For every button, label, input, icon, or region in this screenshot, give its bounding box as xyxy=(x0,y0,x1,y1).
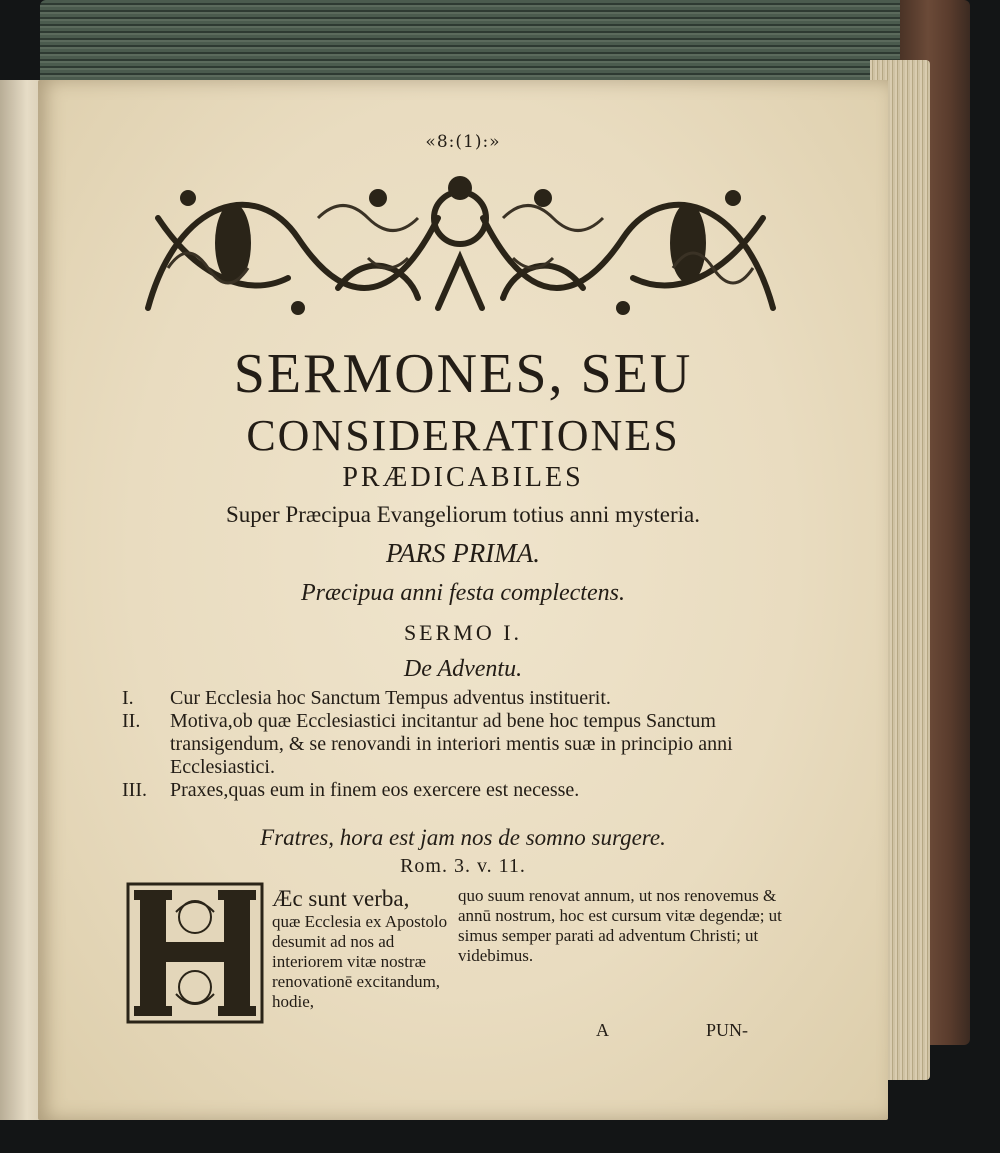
book-page xyxy=(38,80,888,1120)
ornamental-headpiece xyxy=(138,158,783,333)
title-line-3: PRÆDICABILES xyxy=(342,462,584,493)
point-number: II. xyxy=(122,710,141,732)
point-text: Praxes,quas eum in finem eos exercere est necesse. xyxy=(170,779,580,801)
scripture-motto: Fratres, hora est jam nos de somno surgere. xyxy=(260,825,666,850)
sermon-topic: De Adventu. xyxy=(403,656,523,682)
point-text: Motiva,ob quæ Ecclesiastici incitantur ad bene hoc tempus Sanctum transigendum, & se renovandi in interiori mentis suæ in principio anni Ecclesiastici. xyxy=(170,710,733,778)
opening-words: Æc sunt verba, xyxy=(272,886,410,911)
title-subtitle: Super Præcipua Evangeliorum totius anni mysteria. xyxy=(226,502,700,527)
part-description: Præcipua anni festa complectens. xyxy=(301,580,625,606)
list-item xyxy=(122,687,822,710)
title-line-2: CONSIDERATIONES xyxy=(246,411,680,460)
body-text-left: quæ Ecclesia ex Apostolo desumit ad nos ad interiorem vitæ nostræ renovationē excitandum, hodie, xyxy=(272,912,448,1011)
scripture-reference: Rom. 3. v. 11. xyxy=(400,855,526,877)
point-text: Cur Ecclesia hoc Sanctum Tempus adventus instituerit. xyxy=(170,687,611,709)
title-line-1: SERMONES, SEU xyxy=(233,343,693,405)
sermon-points-list xyxy=(122,687,822,802)
page-folio: «8:(1):» xyxy=(425,132,501,152)
book-top-edge xyxy=(40,0,920,85)
signature-mark: A xyxy=(596,1020,609,1040)
body-column-left xyxy=(272,886,452,1012)
body-column-right: quo suum renovat annum, ut nos renovemus & annū nostrum, hoc est cursum vitæ degendæ; ut simus semper parati ad adventum Christi; ut videbimus. xyxy=(458,886,782,965)
sermon-heading: SERMO I. xyxy=(403,620,523,645)
part-heading: PARS PRIMA. xyxy=(386,538,540,568)
decorated-initial-h-icon xyxy=(126,882,264,1024)
catchword: PUN- xyxy=(706,1020,749,1040)
list-item xyxy=(122,779,822,802)
point-number: III. xyxy=(122,779,147,801)
point-number: I. xyxy=(122,687,134,709)
list-item xyxy=(122,710,822,779)
